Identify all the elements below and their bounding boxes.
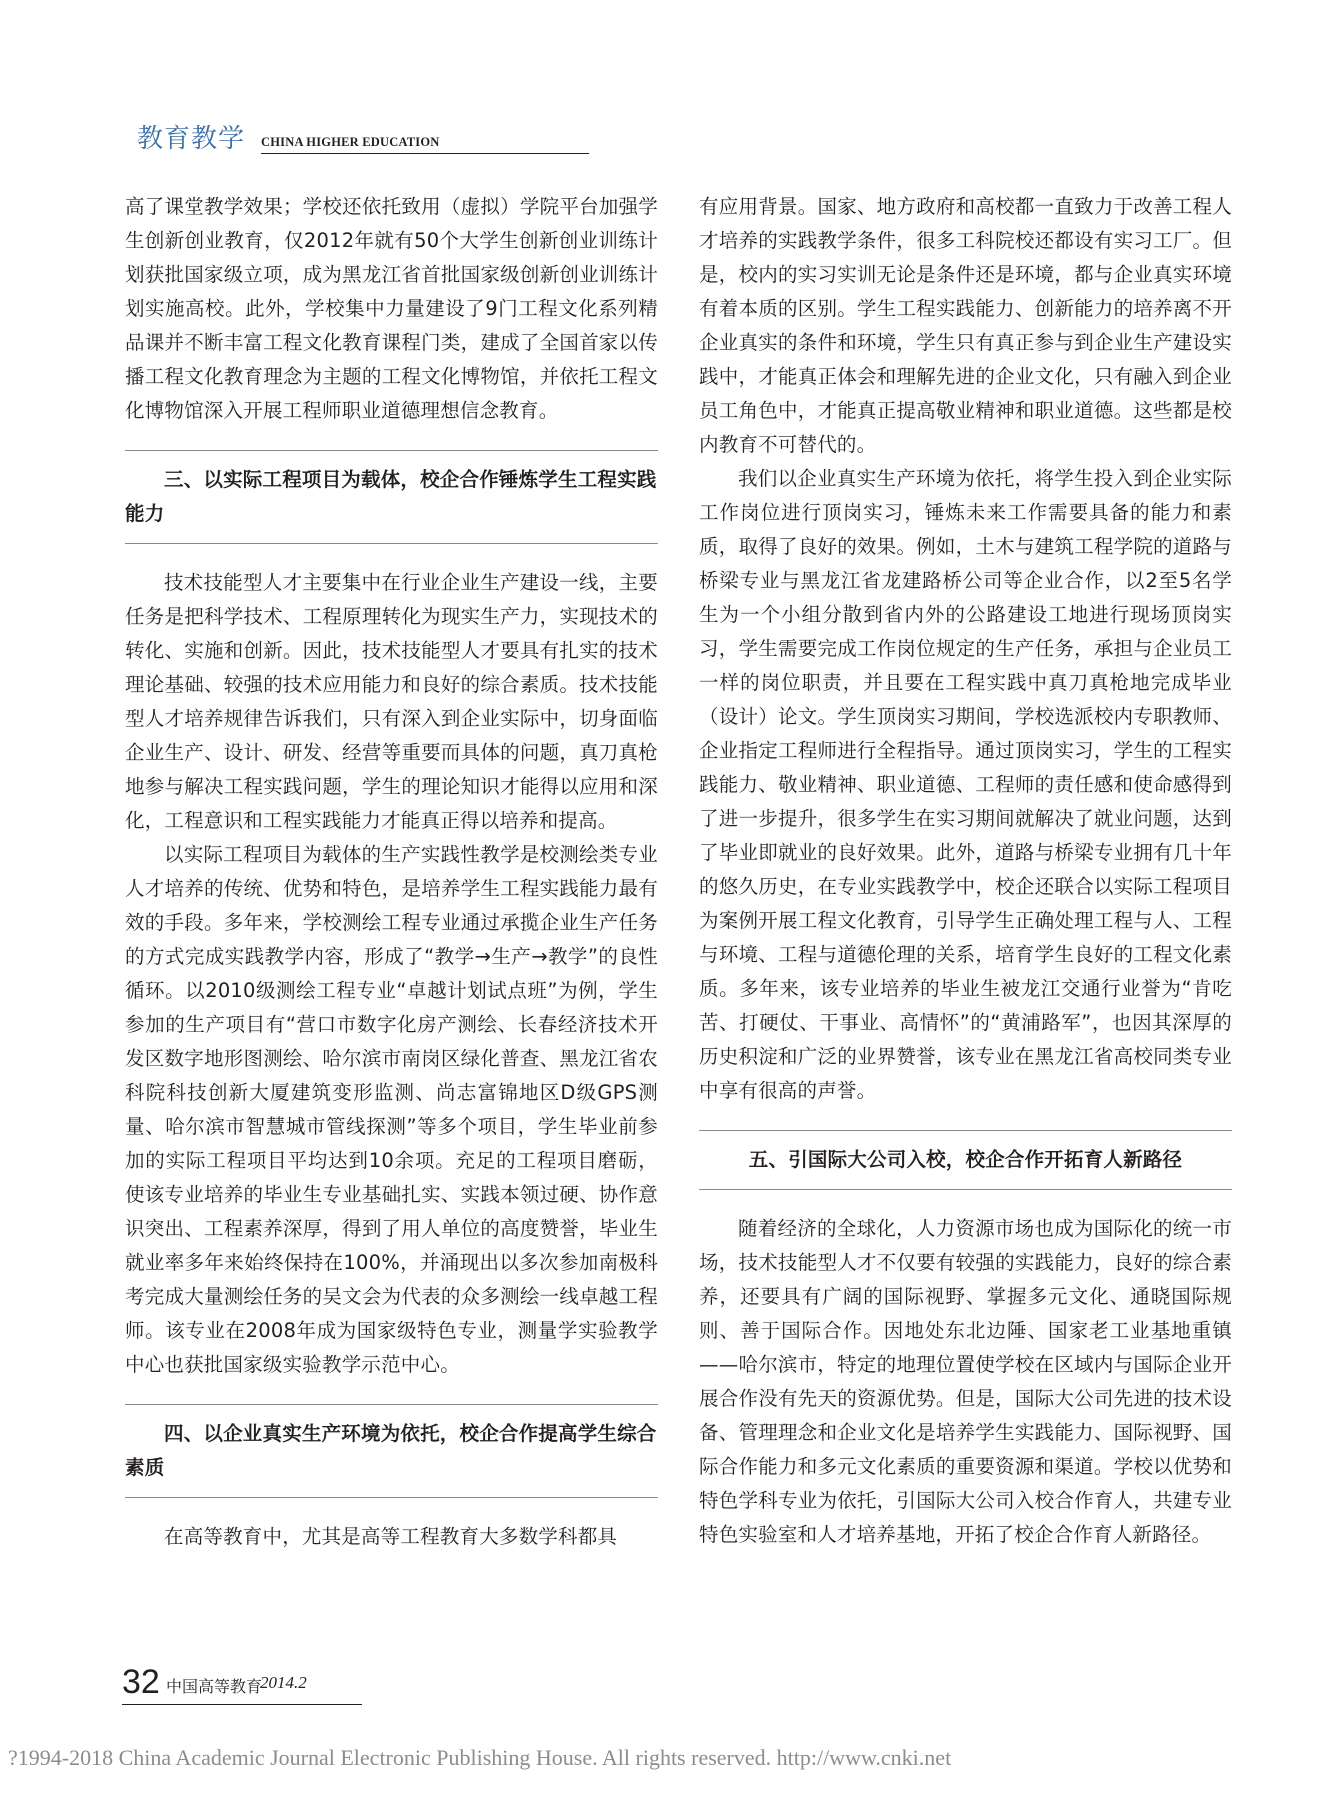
paragraph: 以实际工程项目为载体的生产实践性教学是校测绘类专业人才培养的传统、优势和特色，是培养学生工程实践能力最有效的手段。多年来，学校测绘工程专业通过承揽企业生产任务的方式完成实践教学内容，形成了“教学→生产→教学”的良性循环。以2010级测绘工程专业“卓越计划试点班”为例，学生参加的生产项目有“营口市数字化房产测绘、长春经济技术开发区数字地形图测绘、哈尔滨市南岗区绿化普查、黑龙江省农科院科技创新大厦建筑变形监测、尚志富锦地区D级GPS测量、哈尔滨市智慧城市管线探测”等多个项目，学生毕业前参加的实际工程项目平均达到10余项。充足的工程项目磨砺，使该专业培养的毕业生专业基础扎实、实践本领过硬、协作意识突出、工程素养深厚，得到了用人单位的高度赞誉，毕业生就业率多年来始终保持在100%，并涌现出以多次参加南极科考完成大量测绘任务的吴文会为代表的众多测绘一线卓越工程师。该专业在2008年成为国家级特色专业，测量学实验教学中心也获批国家级实验教学示范中心。	[125, 843, 658, 1376]
right-column	[699, 190, 1232, 1552]
header-rule	[261, 153, 589, 154]
page-number: 32	[122, 1663, 160, 1701]
paragraph: 随着经济的全球化，人力资源市场也成为国际化的统一市场，技术技能型人才不仅要有较强的实践能力，良好的综合素养，还要具有广阔的国际视野、掌握多元文化、通晓国际规则、善于国际合作。因地处东北边陲、国家老工业基地重镇——哈尔滨市，特定的地理位置使学校在区域内与国际企业开展合作没有先天的资源优势。但是，国际大公司先进的技术设备、管理理念和企业文化是培养学生实践能力、国际视野、国际合作能力和多元文化素质的重要资源和渠道。学校以优势和特色学科专业为依托，引国际大公司入校合作育人，共建专业特色实验室和人才培养基地，开拓了校企合作育人新路径。	[699, 1217, 1232, 1546]
left-column	[125, 190, 658, 1554]
copyright-notice: ?1994-2018 China Academic Journal Electronic Publishing House. All rights reserved. http://www.cnki.net	[8, 1745, 952, 1770]
journal-name: 中国高等教育	[166, 1677, 263, 1696]
footer-rule	[122, 1704, 362, 1705]
section-heading-4	[125, 1404, 658, 1498]
running-header	[137, 112, 450, 156]
paragraph: 我们以企业真实生产环境为依托，将学生投入到企业实际工作岗位进行顶岗实习，锤炼未来工作需要具备的能力和素质，取得了良好的效果。例如，土木与建筑工程学院的道路与桥梁专业与黑龙江省龙建路桥公司等企业合作，以2至5名学生为一个小组分散到省内外的公路建设工地进行现场顶岗实习，学生需要完成工作岗位规定的生产任务，承担与企业员工一样的岗位职责，并且要在工程实践中真刀真枪地完成毕业（设计）论文。学生顶岗实习期间，学校选派校内专职教师、企业指定工程师进行全程指导。通过顶岗实习，学生的工程实践能力、敬业精神、职业道德、工程师的责任感和使命感得到了进一步提升，很多学生在实习期间就解决了就业问题，达到了毕业即就业的良好效果。此外，道路与桥梁专业拥有几十年的悠久历史，在专业实践教学中，校企还联合以实际工程项目为案例开展工程文化教育，引导学生正确处理工程与人、工程与环境、工程与道德伦理的关系，培育学生良好的工程文化素质。多年来，该专业培养的毕业生被龙江交通行业誉为“肯吃苦、打硬仗、干事业、高情怀”的“黄浦路军”，也因其深厚的历史积淀和广泛的业界赞誉，该专业在黑龙江省高校同类专业中享有很高的声誉。	[699, 467, 1232, 1102]
page-footer	[122, 1663, 362, 1703]
paragraph: 在高等教育中，尤其是高等工程教育大多数学科都具	[164, 1525, 618, 1548]
heading-text: 四、以企业真实生产环境为依托，校企合作提高学生综合素质	[125, 1422, 657, 1479]
paragraph: 技术技能型人才主要集中在行业企业生产建设一线，主要任务是把科学技术、工程原理转化为现实生产力，实现技术的转化、实施和创新。因此，技术技能型人才要具有扎实的技术理论基础、较强的技术应用能力和良好的综合素质。技术技能型人才培养规律告诉我们，只有深入到企业实际中，切身面临企业生产、设计、研发、经营等重要而具体的问题，真刀真枪地参与解决工程实践问题，学生的理论知识才能得以应用和深化，工程意识和工程实践能力才能真正得以培养和提高。	[125, 571, 658, 832]
section-title-cn: 教育教学	[137, 124, 246, 154]
issue-number: 2014.2	[260, 1673, 307, 1692]
paragraph: 有应用背景。国家、地方政府和高校都一直致力于改善工程人才培养的实践教学条件，很多工科院校还都设有实习工厂。但是，校内的实习实训无论是条件还是环境，都与企业真实环境有着本质的区别。学生工程实践能力、创新能力的培养离不开企业真实的条件和环境，学生只有真正参与到企业生产建设实践中，才能真正体会和理解先进的企业文化，只有融入到企业员工角色中，才能真正提高敬业精神和职业道德。这些都是校内教育不可替代的。	[699, 195, 1232, 456]
heading-text: 五、引国际大公司入校，校企合作开拓育人新路径	[748, 1148, 1183, 1171]
paragraph: 高了课堂教学效果；学校还依托致用（虚拟）学院平台加强学生创新创业教育，仅2012年就有50个大学生创新创业训练计划获批国家级立项，成为黑龙江省首批国家级创新创业训练计划实施高校。此外，学校集中力量建设了9门工程文化系列精品课并不断丰富工程文化教育课程门类，建成了全国首家以传播工程文化教育理念为主题的工程文化博物馆，并依托工程文化博物馆深入开展工程师职业道德理想信念教育。	[125, 195, 658, 422]
heading-text: 三、以实际工程项目为载体，校企合作锤炼学生工程实践能力	[125, 468, 657, 525]
section-heading-3	[125, 450, 658, 544]
journal-title-en: CHINA HIGHER EDUCATION	[261, 135, 440, 149]
section-heading-5	[699, 1130, 1232, 1190]
